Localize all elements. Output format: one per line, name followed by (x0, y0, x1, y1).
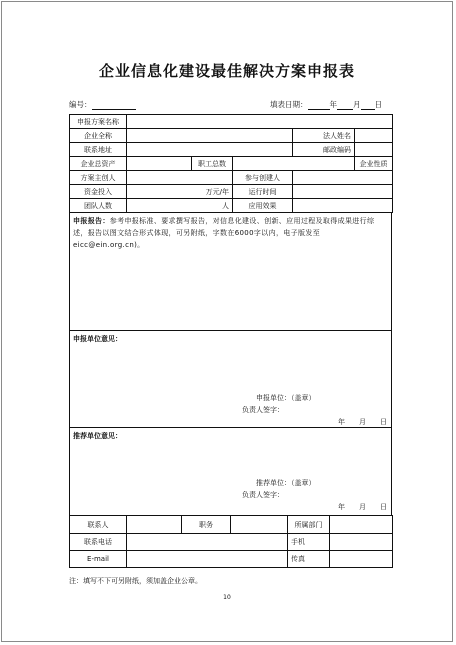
position-label: 职务 (182, 516, 231, 534)
document-page (1, 1, 453, 642)
day-blank[interactable] (361, 101, 375, 110)
applicant-date (338, 417, 387, 427)
run-time-input[interactable] (293, 185, 393, 199)
contact-person-input[interactable] (127, 516, 182, 534)
phone-label: 联系电话 (70, 534, 127, 551)
number-field[interactable] (69, 99, 136, 110)
effect-label: 应用效果 (233, 199, 293, 213)
total-assets-input[interactable] (127, 157, 192, 171)
number-label: 编号： (69, 100, 92, 109)
applicant-day-label: 日 (380, 418, 387, 426)
report-description (73, 215, 387, 251)
year-blank[interactable] (308, 101, 330, 110)
recommender-day-label: 日 (380, 503, 387, 511)
recommender-unit-label: 推荐单位：（盖章） (256, 479, 316, 487)
table-row (70, 199, 393, 213)
company-nature-label: 企业性质 (355, 157, 393, 171)
recommender-opinion-box[interactable] (69, 428, 392, 516)
email-label: E-mail (70, 551, 127, 568)
investment-label: 资金投入 (70, 185, 127, 199)
run-time-label: 运行时间 (233, 185, 293, 199)
table-row (70, 171, 393, 185)
total-assets-label: 企业总资产 (70, 157, 127, 171)
footnote: 注：填写不下可另附纸，须加盖企业公章。 (69, 577, 202, 585)
creator-label: 方案主创人 (70, 171, 127, 185)
team-size-unit: 人 (222, 201, 229, 210)
postcode-input[interactable] (355, 143, 393, 157)
day-label: 日 (374, 100, 382, 109)
table-row (70, 534, 393, 551)
table-row (70, 143, 393, 157)
recommender-year-label: 年 (338, 503, 345, 511)
co-creators-label: 参与创建人 (233, 171, 293, 185)
company-name-input[interactable] (127, 129, 293, 143)
address-input[interactable] (127, 143, 293, 157)
contact-person-label: 联系人 (70, 516, 127, 534)
contact-table (69, 515, 393, 568)
postcode-label: 邮政编码 (293, 143, 355, 157)
scheme-name-input[interactable] (127, 115, 393, 129)
mobile-label: 手机 (288, 534, 330, 551)
recommender-opinion-label: 推荐单位意见： (73, 432, 122, 440)
applicant-person-label: 负责人签字： (242, 406, 284, 414)
employees-input[interactable] (233, 157, 355, 171)
team-size-label: 团队人数 (70, 199, 127, 213)
legal-rep-input[interactable] (355, 129, 393, 143)
date-label: 填表日期： (270, 100, 308, 109)
recommender-date (338, 502, 387, 512)
fax-input[interactable] (330, 551, 393, 568)
report-label: 申报报告： (73, 217, 110, 225)
applicant-year-label: 年 (338, 418, 345, 426)
co-creators-input[interactable] (293, 171, 393, 185)
fax-label: 传真 (288, 551, 330, 568)
month-label: 月 (353, 100, 361, 109)
page-number: 10 (223, 594, 231, 601)
recommender-month-label: 月 (359, 503, 366, 511)
employees-label: 职工总数 (192, 157, 233, 171)
info-table (69, 114, 393, 213)
investment-input[interactable] (127, 185, 233, 199)
creator-input[interactable] (127, 171, 233, 185)
effect-input[interactable] (293, 199, 393, 213)
table-row (70, 516, 393, 534)
number-blank[interactable] (92, 101, 136, 110)
team-size-input[interactable] (127, 199, 233, 213)
company-name-label: 企业全称 (70, 129, 127, 143)
investment-unit: 万元/年 (205, 187, 229, 196)
month-blank[interactable] (337, 101, 353, 110)
page-title: 企业信息化建设最佳解决方案申报表 (98, 62, 355, 80)
table-row (70, 551, 393, 568)
legal-rep-label: 法人姓名 (293, 129, 355, 143)
position-input[interactable] (231, 516, 288, 534)
applicant-unit-label: 申报单位：（盖章） (256, 394, 316, 402)
scheme-name-label: 申报方案名称 (70, 115, 127, 129)
department-label: 所属部门 (288, 516, 330, 534)
table-row (70, 157, 393, 171)
phone-input[interactable] (127, 534, 288, 551)
applicant-opinion-box[interactable] (69, 331, 392, 428)
table-row (70, 185, 393, 199)
address-label: 联系地址 (70, 143, 127, 157)
mobile-input[interactable] (330, 534, 393, 551)
year-label: 年 (329, 100, 337, 109)
report-box[interactable] (69, 212, 392, 331)
table-row (70, 129, 393, 143)
date-field[interactable] (270, 99, 382, 110)
email-input[interactable] (127, 551, 288, 568)
applicant-month-label: 月 (359, 418, 366, 426)
report-text: 参考申报标准、要求撰写报告，对信息化建设、创新、应用过程及取得成果进行综述，报告以图文结合形式体现，可另附纸，字数在6000字以内，电子版发至eicc@ein.org.cn)。 (73, 217, 375, 249)
table-row (70, 115, 393, 129)
department-input[interactable] (330, 516, 393, 534)
recommender-person-label: 负责人签字： (242, 491, 284, 499)
applicant-opinion-label: 申报单位意见： (73, 335, 122, 343)
